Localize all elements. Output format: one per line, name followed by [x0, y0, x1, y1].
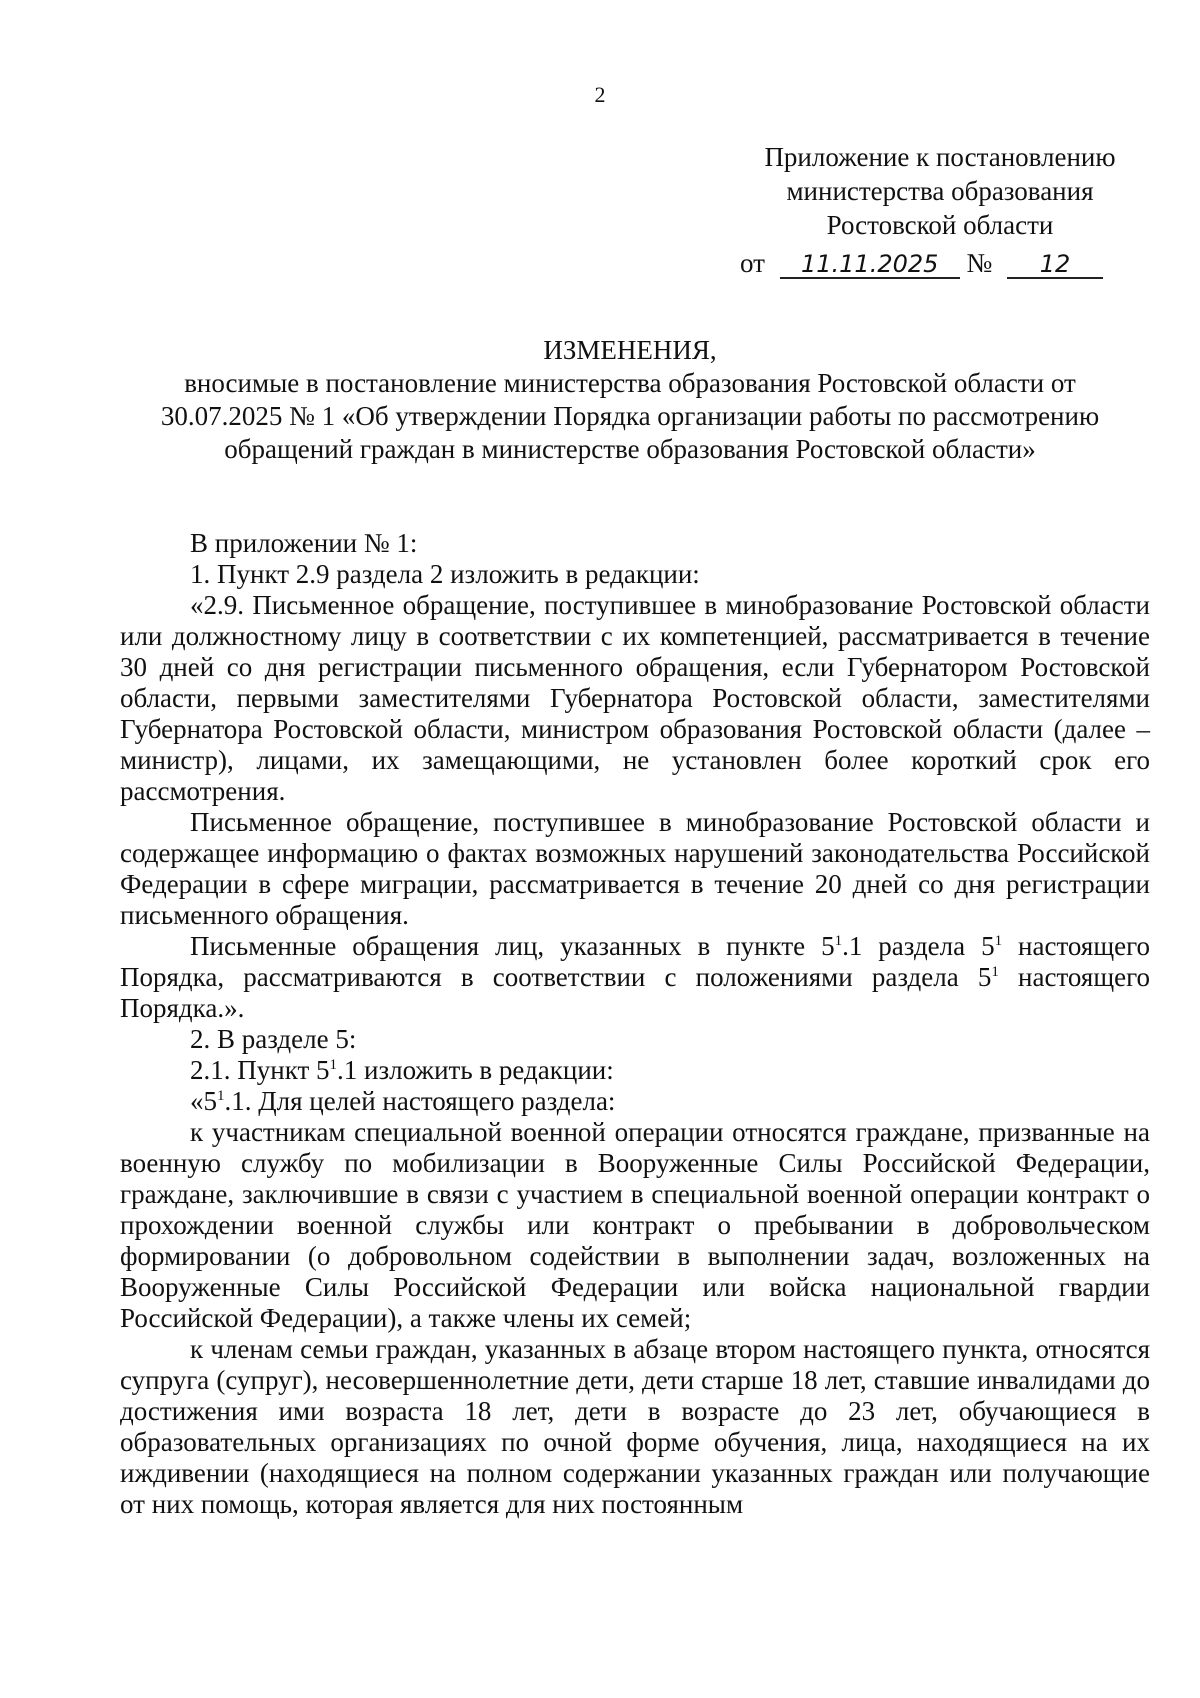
- paragraph: 1. Пункт 2.9 раздела 2 изложить в редакции:: [190, 559, 700, 589]
- paragraph: к участникам специальной военной операции относятся граждане, призванные на военную службу по мобилизации в Вооруженные Силы Российской Федерации, граждане, заключившие в связи с участием в специальной военной операции контракт о прохождении военной службы или контракт о пребывании в добровольческом формировании (о добровольном содействии в выполнении задач, возложенных на Вооруженные Силы Российской Федерации или войска национальной гвардии Российской Федерации), а также члены их семей;: [120, 1117, 1150, 1333]
- appendix-line-2: министерства образования: [786, 176, 1094, 206]
- paragraph: Письменное обращение, поступившее в минобразование Ростовской области и содержащее информацию о фактах возможных нарушений законодательства Российской Федерации в сфере миграции, рассматривается в течение 20 дней со дня регистрации письменного обращения.: [120, 807, 1150, 930]
- text-fragment: настоящего Порядка.».: [120, 962, 1150, 1023]
- number-prefix: №: [966, 248, 993, 278]
- superscript: 1: [834, 933, 843, 949]
- text-fragment: .1 раздела 5: [842, 931, 995, 961]
- page-number: 2: [594, 82, 606, 107]
- superscript: 1: [329, 1057, 338, 1073]
- text-fragment: Письменные обращения лиц, указанных в пункте 5: [190, 931, 835, 961]
- text-fragment: .1 изложить в редакции:: [337, 1055, 614, 1085]
- paragraph: [120, 1055, 1150, 1086]
- text-fragment: настоящего Порядка, рассматриваются в соответствии с положениями раздела 5: [120, 931, 1150, 992]
- paragraph: «2.9. Письменное обращение, поступившее в минобразование Ростовской области или должностному лицу в соответствии с их компетенцией, рассматривается в течение 30 дней со дня регистрации письменного обращения, если Губернатором Ростовской области, первыми заместителями Губернатора Ростовской области, заместителями Губернатора Ростовской области, министром образования Ростовской области (далее – министр), лицами, их замещающими, не установлен более короткий срок его рассмотрения.: [120, 590, 1150, 806]
- paragraph: [120, 1086, 1150, 1117]
- document-body: [120, 528, 1150, 1520]
- appendix-stamp: [740, 140, 1140, 280]
- paragraph: [120, 931, 1150, 1024]
- appendix-line-1: Приложение к постановлению: [764, 142, 1116, 172]
- document-title-block: [150, 334, 1110, 466]
- paragraph: В приложении № 1:: [190, 528, 418, 558]
- paragraph: 2. В разделе 5:: [190, 1024, 357, 1054]
- text-fragment: «5: [190, 1086, 217, 1116]
- appendix-date-row: [740, 246, 1140, 280]
- handwritten-number: 12: [1007, 251, 1103, 279]
- superscript: 1: [991, 964, 999, 980]
- paragraph: к членам семьи граждан, указанных в абзаце втором настоящего пункта, относятся супруга (супруг), несовершеннолетние дети, дети старше 18 лет, ставшие инвалидами до достижения ими возраста 18 лет, дети в возрасте до 23 лет, обучающиеся в образовательных организациях по очной форме обучения, лица, находящиеся на их иждивении (находящиеся на полном содержании указанных граждан или получающие от них помощь, которая является для них постоянным: [120, 1334, 1150, 1519]
- handwritten-date: 11.11.2025: [780, 251, 960, 279]
- date-prefix: от: [740, 248, 765, 278]
- appendix-line-3: Ростовской области: [826, 210, 1054, 240]
- document-subtitle: вносимые в постановление министерства образования Ростовской области от 30.07.2025 № 1 «Об утверждении Порядка организации работы по рассмотрению обращений граждан в министерстве образования Ростовской области»: [160, 368, 1100, 464]
- superscript: 1: [217, 1088, 225, 1104]
- document-heading: ИЗМЕНЕНИЯ,: [543, 335, 717, 365]
- text-fragment: 2.1. Пункт 5: [190, 1055, 330, 1085]
- superscript: 1: [994, 933, 1003, 949]
- text-fragment: .1. Для целей настоящего раздела:: [224, 1086, 616, 1116]
